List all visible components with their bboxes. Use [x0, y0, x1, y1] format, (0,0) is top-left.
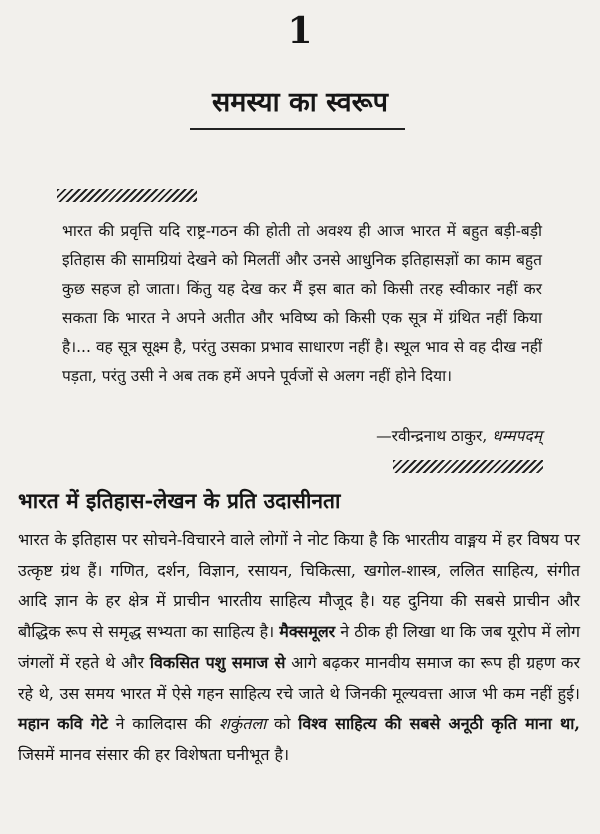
body-paragraph	[18, 525, 580, 771]
chapter-number: 1	[287, 10, 313, 52]
body-text-run: को	[266, 714, 299, 734]
body-bold-run: विश्व साहित्य की सबसे अनूठी कृति माना था,	[298, 714, 580, 734]
epigraph-text: भारत की प्रवृत्ति यदि राष्ट्र-गठन की होती तो अवश्य ही आज भारत में बहुत बड़ी-बड़ी इतिहास की सामग्रियां देखने को मिलतीं और उनसे आधुनिक इतिहासज्ञों का काम बहुत कुछ सहज हो जाता। किंतु यह देख कर मैं इस बात को किसी तरह स्वीकार नहीं कर सकता कि भारत ने अपने अतीत और भविष्य को किसी एक सूत्र में ग्रंथित नहीं किया है।... वह सूत्र सूक्ष्म है, परंतु उसका प्रभाव साधारण नहीं है। स्थूल भाव से वह दीख नहीं पड़ता, परंतु उसी ने अब तक हमें अपने पूर्वजों से अलग नहीं होने दिया।	[62, 222, 542, 385]
decorative-hatch-bottom	[393, 460, 543, 473]
body-text-run: ने कालिदास की	[107, 714, 220, 734]
epigraph-author: —रवीन्द्रनाथ ठाकुर,	[376, 427, 488, 445]
title-underline	[190, 128, 405, 130]
chapter-title: समस्या का स्वरूप	[212, 87, 388, 118]
body-bold-run: मैक्समूलर	[279, 622, 336, 642]
body-bold-run: महान कवि गेटे	[18, 714, 108, 734]
body-text-run: आगे बढ़कर मानवीय समाज का रूप ही ग्रहण कर रहे थे, उस समय भारत में ऐसे गहन साहित्य रचे जाते थे जिनकी मूल्यवत्ता आज भी कम नहीं हुई।	[18, 652, 580, 703]
section-body	[18, 525, 580, 771]
body-bold-run: विकसित पशु समाज से	[149, 652, 286, 672]
epigraph	[62, 217, 542, 391]
body-text-run: ने ठीक ही लिखा था कि जब यूरोप में लोग जंगलों में रहते थे और	[18, 622, 581, 672]
body-text-run: भारत के इतिहास पर सोचने-विचारने वाले लोगों ने नोट किया है कि भारतीय वाङ्मय में हर विषय पर उत्कृष्ट ग्रंथ हैं। गणित, दर्शन, विज्ञान, रसायन, चिकित्सा, खगोल-शास्त्र, ललित साहित्य, संगीत आदि ज्ञान के हर क्षेत्र में प्राचीन भारतीय साहित्य मौजूद है। यह दुनिया की सबसे प्राचीन और बौद्धिक रूप से समृद्ध सभ्यता का साहित्य है।	[18, 530, 580, 642]
decorative-hatch-top	[57, 189, 197, 202]
body-italic-run: शकुंतला	[219, 714, 267, 734]
body-text-run: जिसमें मानव संसार की हर विशेषता घनीभूत है।	[18, 744, 290, 764]
epigraph-work: धम्मपदम्	[492, 427, 542, 445]
section-heading: भारत में इतिहास-लेखन के प्रति उदासीनता	[18, 488, 341, 513]
epigraph-attribution	[62, 424, 542, 446]
